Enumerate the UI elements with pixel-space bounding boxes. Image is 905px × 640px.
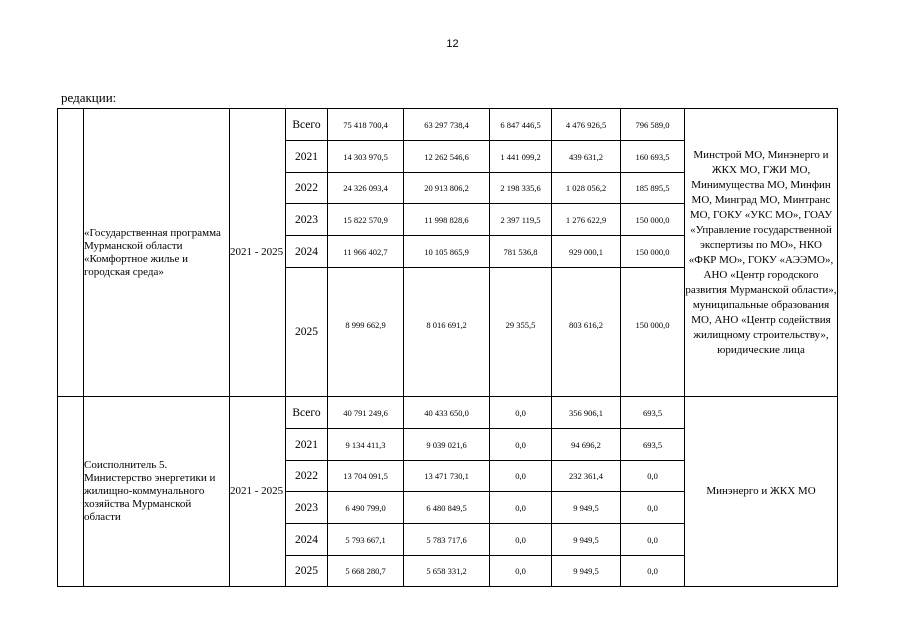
table-row	[58, 109, 838, 141]
value-regional: 8 016 691,2	[404, 268, 490, 397]
table-row	[58, 397, 838, 429]
value-local: 9 949,5	[552, 492, 621, 524]
value-federal: 6 847 446,5	[490, 109, 552, 141]
value-total: 11 966 402,7	[328, 236, 404, 268]
value-total: 24 326 093,4	[328, 173, 404, 204]
year-cell: 2022	[286, 173, 328, 204]
value-total: 13 704 091,5	[328, 461, 404, 492]
year-cell: 2023	[286, 492, 328, 524]
program-name: «Государственная программа Мурманской области «Комфортное жилье и городская среда»	[84, 109, 230, 397]
value-regional: 20 913 806,2	[404, 173, 490, 204]
value-local: 356 906,1	[552, 397, 621, 429]
page-number: 12	[446, 38, 459, 50]
value-local: 4 476 926,5	[552, 109, 621, 141]
value-other: 160 693,5	[621, 141, 685, 173]
value-other: 0,0	[621, 556, 685, 587]
year-cell: 2024	[286, 236, 328, 268]
value-federal: 0,0	[490, 556, 552, 587]
value-total: 5 793 667,1	[328, 524, 404, 556]
year-cell: Всего	[286, 109, 328, 141]
value-other: 150 000,0	[621, 268, 685, 397]
value-local: 803 616,2	[552, 268, 621, 397]
value-federal: 0,0	[490, 429, 552, 461]
year-cell: Всего	[286, 397, 328, 429]
executors-cell: Минстрой МО, Минэнерго и ЖКХ МО, ГЖИ МО, Минимущества МО, Минфин МО, Минград МО, Минтранс МО, ГОКУ «УКС МО», ГОАУ «Управление государственной экспертизы по МО», НКО «ФКР МО», ГОКУ «АЭЭМО», АНО «Центр городского развития Мурманской области», муниципальные образования МО, АНО «Центр содействия жилищному строительству», юридические лица	[685, 109, 838, 397]
year-cell: 2025	[286, 556, 328, 587]
year-cell: 2021	[286, 429, 328, 461]
coexecutor-name: Соисполнитель 5. Министерство энергетики и жилищно-коммунального хозяйства Мурманской области	[84, 397, 230, 587]
value-federal: 0,0	[490, 492, 552, 524]
lead-text: редакции:	[61, 90, 117, 105]
value-federal: 0,0	[490, 461, 552, 492]
value-local: 1 276 622,9	[552, 204, 621, 236]
value-federal: 1 441 099,2	[490, 141, 552, 173]
value-federal: 2 397 119,5	[490, 204, 552, 236]
year-cell: 2025	[286, 268, 328, 397]
value-local: 232 361,4	[552, 461, 621, 492]
coexecutor-period: 2021 - 2025	[230, 397, 286, 587]
value-regional: 13 471 730,1	[404, 461, 490, 492]
value-total: 40 791 249,6	[328, 397, 404, 429]
executors-cell: Минэнерго и ЖКХ МО	[685, 397, 838, 587]
value-federal: 781 536,8	[490, 236, 552, 268]
value-total: 9 134 411,3	[328, 429, 404, 461]
value-other: 150 000,0	[621, 236, 685, 268]
value-other: 693,5	[621, 429, 685, 461]
value-regional: 9 039 021,6	[404, 429, 490, 461]
value-local: 9 949,5	[552, 556, 621, 587]
index-cell	[58, 397, 84, 587]
value-local: 9 949,5	[552, 524, 621, 556]
value-other: 796 589,0	[621, 109, 685, 141]
value-other: 150 000,0	[621, 204, 685, 236]
value-other: 185 895,5	[621, 173, 685, 204]
value-other: 0,0	[621, 524, 685, 556]
value-total: 14 303 970,5	[328, 141, 404, 173]
budget-table	[57, 108, 838, 587]
year-cell: 2022	[286, 461, 328, 492]
value-total: 75 418 700,4	[328, 109, 404, 141]
value-federal: 29 355,5	[490, 268, 552, 397]
value-local: 1 028 056,2	[552, 173, 621, 204]
value-local: 94 696,2	[552, 429, 621, 461]
value-regional: 11 998 828,6	[404, 204, 490, 236]
value-total: 5 668 280,7	[328, 556, 404, 587]
value-federal: 0,0	[490, 397, 552, 429]
program-period: 2021 - 2025	[230, 109, 286, 397]
value-total: 15 822 570,9	[328, 204, 404, 236]
value-total: 6 490 799,0	[328, 492, 404, 524]
year-cell: 2021	[286, 141, 328, 173]
index-cell	[58, 109, 84, 397]
value-regional: 5 658 331,2	[404, 556, 490, 587]
value-local: 439 631,2	[552, 141, 621, 173]
value-federal: 2 198 335,6	[490, 173, 552, 204]
value-other: 0,0	[621, 492, 685, 524]
value-regional: 63 297 738,4	[404, 109, 490, 141]
value-federal: 0,0	[490, 524, 552, 556]
value-total: 8 999 662,9	[328, 268, 404, 397]
value-regional: 40 433 650,0	[404, 397, 490, 429]
year-cell: 2024	[286, 524, 328, 556]
value-other: 0,0	[621, 461, 685, 492]
value-regional: 12 262 546,6	[404, 141, 490, 173]
value-regional: 5 783 717,6	[404, 524, 490, 556]
value-regional: 6 480 849,5	[404, 492, 490, 524]
value-regional: 10 105 865,9	[404, 236, 490, 268]
year-cell: 2023	[286, 204, 328, 236]
value-other: 693,5	[621, 397, 685, 429]
value-local: 929 000,1	[552, 236, 621, 268]
